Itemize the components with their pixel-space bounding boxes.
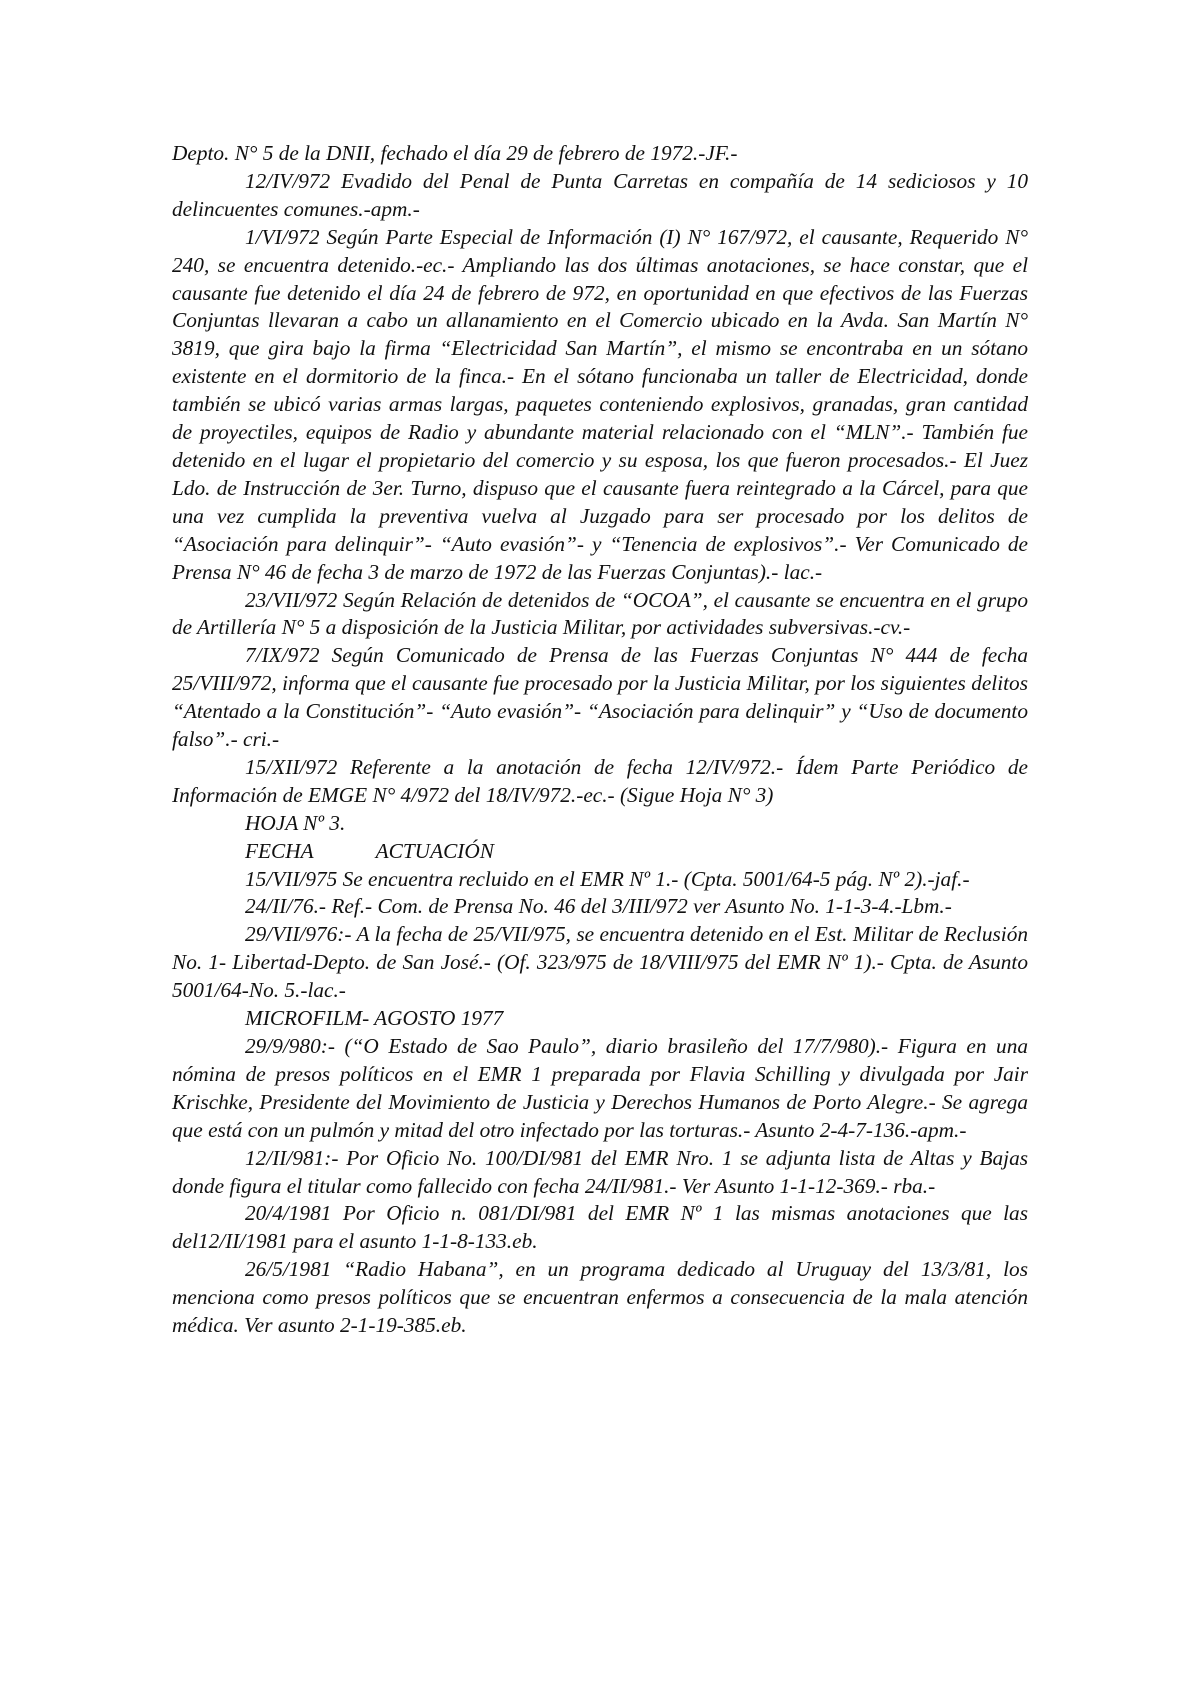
sheet-heading: HOJA Nº 3. xyxy=(245,810,346,835)
column-header-action: ACTUACIÓN xyxy=(375,838,494,863)
entry-15-vii-975: 15/VII/975 Se encuentra recluido en el EMR Nº 1.- (Cpta. 5001/64-5 pág. Nº 2).-jaf.- xyxy=(245,866,970,891)
document-body xyxy=(172,140,1028,1340)
entry-29-vii-976: 29/VII/976:- A la fecha de 25/VII/975, se encuentra detenido en el Est. Militar de Reclusión No. 1- Libertad-Depto. de San José.- (Of. 323/975 de 18/VIII/975 del EMR Nº 1).- Cpta. de Asunto 5001/64-No. 5.-lac.- xyxy=(172,922,1028,1003)
paragraph-depto: Depto. N° 5 de la DNII, fechado el día 29 de febrero de 1972.-JF.- xyxy=(172,141,738,165)
microfilm-note: MICROFILM- AGOSTO 1977 xyxy=(245,1006,504,1031)
paragraph-1-vi-972: 1/VI/972 Según Parte Especial de Información (I) N° 167/972, el causante, Requerido N° 240, se encuentra detenido.-ec.- Ampliando las dos últimas anotaciones, se hace constar, que el causante fue detenido el día 24 de febrero de 972, en oportunidad en que efectivos de las Fuerzas Conjuntas llevaran a cabo un allanamiento en el Comercio ubicado en la Avda. San Martín N° 3819, que gira bajo la firma “Electricidad San Martín”, el mismo se encontraba en un sótano existente en el dormitorio de la finca.- En el sótano funcionaba un taller de Electricidad, donde también se ubicó varias armas largas, paquetes conteniendo explosivos, granadas, gran cantidad de proyectiles, equipos de Radio y abundante material relacionado con el “MLN”.- También fue detenido en el lugar el propietario del comercio y su esposa, los que fueron procesados.- El Juez Ldo. de Instrucción de 3er. Turno, dispuso que el causante fuera reintegrado a la Cárcel, para que una vez cumplida la preventiva vuelva al Juzgado para ser procesado por los delitos de “Asociación para delinquir”- “Auto evasión”- y “Tenencia de explosivos”.- Ver Comunicado de Prensa N° 46 de fecha 3 de marzo de 1972 de las Fuerzas Conjuntas).- lac.- xyxy=(172,224,1028,584)
entry-29-9-980: 29/9/980:- (“O Estado de Sao Paulo”, diario brasileño del 17/7/980).- Figura en una nómina de presos políticos en el EMR 1 preparada por Flavia Schilling y divulgada por Jair Krischke, Presidente del Movimiento de Justicia y Derechos Humanos de Porto Alegre.- Se agrega que está con un pulmón y mitad del otro infectado por las torturas.- Asunto 2-4-7-136.-apm.- xyxy=(172,1034,1028,1142)
entry-20-4-1981: 20/4/1981 Por Oficio n. 081/DI/981 del EMR Nº 1 las mismas anotaciones que las del12/II/1981 para el asunto 1-1-8-133.eb. xyxy=(172,1201,1028,1254)
paragraph-15-xii-972: 15/XII/972 Referente a la anotación de fecha 12/IV/972.- Ídem Parte Periódico de Información de EMGE N° 4/972 del 18/IV/972.-ec.- (Sigue Hoja N° 3) xyxy=(172,754,1028,807)
column-headers xyxy=(172,838,1028,866)
paragraph-12-iv-972: 12/IV/972 Evadido del Penal de Punta Carretas en compañía de 14 sediciosos y 10 delincuentes comunes.-apm.- xyxy=(172,168,1028,221)
entry-12-ii-981: 12/II/981:- Por Oficio No. 100/DI/981 del EMR Nro. 1 se adjunta lista de Altas y Bajas donde figura el titular como fallecido con fecha 24/II/981.- Ver Asunto 1-1-12-369.- rba.- xyxy=(172,1145,1028,1198)
paragraph-7-ix-972: 7/IX/972 Según Comunicado de Prensa de las Fuerzas Conjuntas N° 444 de fecha 25/VIII/972, informa que el causante fue procesado por la Justicia Militar, por los siguientes delitos “Atentado a la Constitución”- “Auto evasión”- “Asociación para delinquir” y “Uso de documento falso”.- cri.- xyxy=(172,643,1028,752)
entry-26-5-1981: 26/5/1981 “Radio Habana”, en un programa dedicado al Uruguay del 13/3/81, los menciona como presos políticos que se encuentran enfermos a consecuencia de la mala atención médica. Ver asunto 2-1-19-385.eb. xyxy=(172,1257,1028,1338)
column-header-date: FECHA xyxy=(245,838,314,863)
paragraph-23-vii-972: 23/VII/972 Según Relación de detenidos de “OCOA”, el causante se encuentra en el grupo de Artillería N° 5 a disposición de la Justicia Militar, por actividades subversivas.-cv.- xyxy=(172,587,1028,640)
entry-24-ii-76: 24/II/76.- Ref.- Com. de Prensa No. 46 del 3/III/972 ver Asunto No. 1-1-3-4.-Lbm.- xyxy=(245,894,952,919)
